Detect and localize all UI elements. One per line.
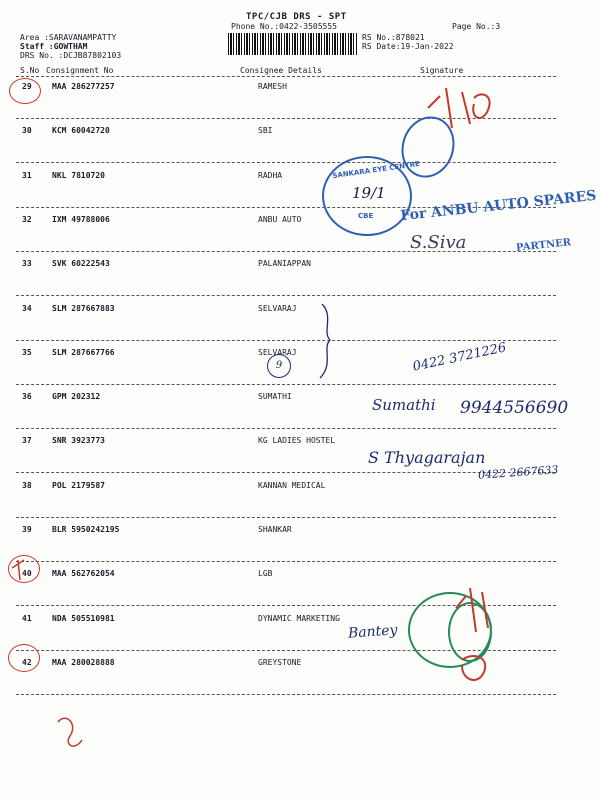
hostel-phone: 0422 2667633 [477, 463, 559, 482]
anbu-signature: S.Siva [410, 232, 467, 253]
row-consignee: GREYSTONE [258, 657, 302, 667]
row-consignee: SHANKAR [258, 525, 292, 534]
row-consignment-no: KCM 60042720 [52, 126, 110, 136]
row-sno: 30 [22, 126, 32, 136]
row-sno: 40 [22, 569, 32, 579]
red-tick-bottom [456, 588, 488, 680]
row-consignment-no: NKL 7810720 [52, 170, 105, 180]
rs-number: RS No.:878021 [362, 33, 425, 42]
row-consignment-no: MAA 280028888 [52, 657, 115, 667]
row-sno: 36 [22, 392, 32, 402]
row-consignee: ANBU AUTO [258, 214, 302, 224]
row-consignee: LGB [258, 569, 273, 579]
stamp-date: 19/1 [352, 184, 386, 202]
row-sno: 38 [22, 480, 32, 490]
row-sno: 39 [22, 525, 32, 534]
row-consignment-no: SLM 287667883 [52, 303, 115, 313]
row-consignment-no: NDA 505510981 [52, 613, 115, 623]
dynamic-marketing-signature: Bantey [347, 622, 398, 642]
handwritten-phone-row34: 0422 3721226 [411, 340, 508, 375]
hostel-signature: S Thyagarajan [368, 448, 486, 467]
stamp-city: CBE [358, 212, 374, 220]
row-consignee: PALANIAPPAN [258, 259, 311, 269]
anbu-auto-stamp: For ANBU AUTO SPARES [399, 187, 598, 225]
row-sno: 32 [22, 214, 32, 224]
bottom-red-scribble [58, 718, 82, 746]
row-sno: 35 [22, 347, 32, 357]
sumathi-phone: 9944556690 [460, 398, 569, 418]
drs-number: DRS No. :DCJB87802103 [20, 51, 122, 60]
red-tick-top [428, 88, 490, 128]
phone-number: Phone No.:0422-3505555 [231, 22, 337, 31]
row-consignment-no: MAA 286277257 [52, 82, 115, 91]
row-sno: 42 [22, 657, 32, 667]
row-consignee: SUMATHI [258, 392, 292, 402]
row-consignee: RADHA [258, 170, 283, 180]
sumathi-signature: Sumathi [372, 396, 436, 414]
row-consignee: SELVARAJ [258, 347, 297, 357]
column-consignment: Consignment No [46, 66, 114, 75]
row-sno: 29 [22, 82, 32, 91]
page-number: Page No.:3 [452, 22, 501, 31]
row-consignment-no: IXM 49788006 [52, 214, 110, 224]
row-sno: 31 [22, 170, 32, 180]
row-consignment-no: SLM 287667766 [52, 347, 115, 357]
staff-label: Staff :GOWTHAM [20, 42, 88, 51]
red-mark-40 [12, 560, 24, 580]
column-sno: S.No [20, 66, 40, 75]
row-sno: 33 [22, 259, 32, 269]
row-consignee: DYNAMIC MARKETING [258, 613, 340, 623]
stamp-name: SANKARA EYE CENTRE [331, 159, 421, 181]
row-consignment-no: SVK 60222543 [52, 259, 110, 269]
row-consignee: KANNAN MEDICAL [258, 480, 326, 490]
brace-mark [320, 304, 330, 378]
document-title: TPC/CJB DRS - SPT [246, 12, 347, 22]
row-consignee: KG LADIES HOSTEL [258, 436, 336, 446]
rs-date: RS Date:19-Jan-2022 [362, 42, 454, 51]
row-consignment-no: BLR 5950242195 [52, 525, 120, 534]
row-sno: 34 [22, 303, 32, 313]
row-consignment-no: GPM 202312 [52, 392, 101, 402]
row-consignment-no: POL 2179587 [52, 480, 105, 490]
row-consignee: SELVARAJ [258, 303, 297, 313]
row-sno: 37 [22, 436, 32, 446]
area-label: Area :SARAVANAMPATTY [20, 33, 117, 42]
row-consignee: RAMESH [258, 82, 287, 91]
row-consignment-no: MAA 562762054 [52, 569, 115, 579]
column-consignee: Consignee Details [240, 66, 322, 75]
circled-mark: 9 [267, 354, 291, 378]
row-consignment-no: SNR 3923773 [52, 436, 105, 446]
row-consignee: SBI [258, 126, 273, 136]
row-sno: 41 [22, 613, 32, 623]
column-signature: Signature [420, 66, 464, 75]
partner-stamp: PARTNER [515, 237, 572, 254]
